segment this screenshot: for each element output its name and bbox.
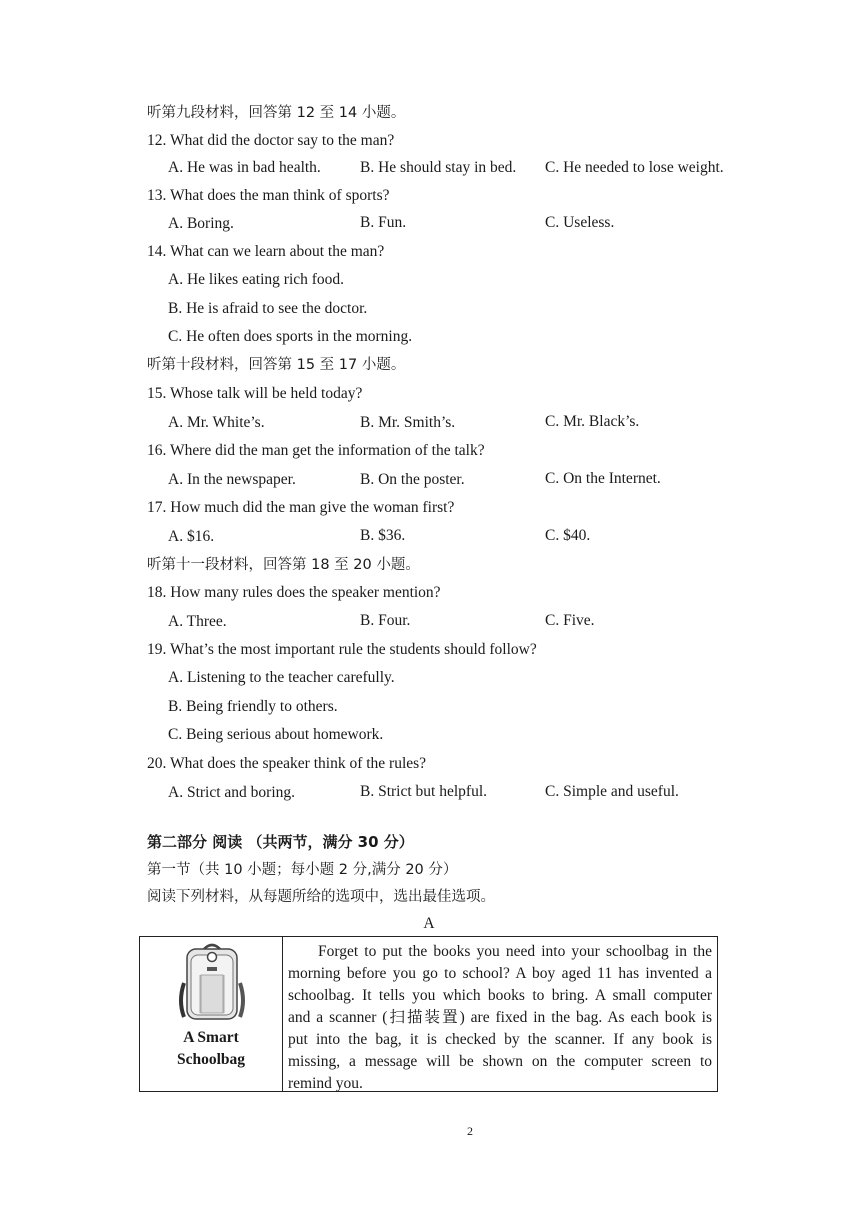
section-ten-header: 听第十段材料，回答第 15 至 17 小题。 (147, 357, 406, 373)
q13-option-a: A. Boring. (168, 215, 234, 232)
q18-option-b: B. Four. (360, 612, 411, 629)
part-two-title: 第二部分 阅读 （共两节，满分 30 分） (147, 833, 414, 851)
question-15: 15. Whose talk will be held today? (147, 385, 363, 402)
passage-line: put into the bag, it is checked by the scanner. If any book is (288, 1031, 712, 1048)
passage-line: remind you. (288, 1075, 363, 1092)
passage-line: schoolbag. It tells you which books to bring. A small computer (288, 987, 712, 1004)
passage-line: and a scanner (扫描装置) are fixed in the bag. As each book is (288, 1009, 712, 1026)
q20-option-b: B. Strict but helpful. (360, 783, 488, 800)
section-eleven-header: 听第十一段材料，回答第 18 至 20 小题。 (147, 557, 420, 573)
schoolbag-caption-line1: A Smart (183, 1029, 239, 1046)
passage-a-text (288, 941, 712, 1095)
q19-option-a: A. Listening to the teacher carefully. (168, 669, 395, 686)
q13-option-c: C. Useless. (545, 214, 615, 231)
q12-option-b: B. He should stay in bed. (360, 159, 517, 176)
q19-option-c: C. Being serious about homework. (168, 726, 384, 743)
q12-option-c: C. He needed to lose weight. (545, 159, 724, 176)
part-two-section-one: 第一节（共 10 小题；每小题 2 分,满分 20 分） (147, 862, 458, 878)
passage-line: missing, a message will be shown on the computer screen to (288, 1053, 712, 1070)
q19-option-b: B. Being friendly to others. (168, 698, 338, 715)
q15-option-b: B. Mr. Smith’s. (360, 414, 456, 431)
passage-label: A (423, 915, 435, 932)
q17-option-a: A. $16. (168, 528, 215, 545)
q17-option-c: C. $40. (545, 527, 591, 544)
question-12: 12. What did the doctor say to the man? (147, 132, 395, 149)
question-13: 13. What does the man think of sports? (147, 187, 390, 204)
q17-option-b: B. $36. (360, 527, 406, 544)
q20-option-c: C. Simple and useful. (545, 783, 679, 800)
q16-option-a: A. In the newspaper. (168, 471, 296, 488)
q20-option-a: A. Strict and boring. (168, 784, 295, 801)
question-19: 19. What’s the most important rule the students should follow? (147, 641, 537, 658)
passage-a-table (139, 936, 718, 1092)
q13-option-b: B. Fun. (360, 214, 407, 231)
question-18: 18. How many rules does the speaker mention? (147, 584, 441, 601)
q12-option-a: A. He was in bad health. (168, 159, 321, 176)
passage-line: Forget to put the books you need into your schoolbag in the (318, 943, 712, 960)
question-16: 16. Where did the man get the information of the talk? (147, 442, 485, 459)
question-20: 20. What does the speaker think of the rules? (147, 755, 427, 772)
q15-option-c: C. Mr. Black’s. (545, 413, 640, 430)
table-divider (282, 937, 283, 1091)
passage-line: morning before you go to school? A boy aged 11 has invented a (288, 965, 712, 982)
question-17: 17. How much did the man give the woman first? (147, 499, 455, 516)
schoolbag-image (174, 943, 250, 1021)
part-two-instruction: 阅读下列材料，从每题所给的选项中，选出最佳选项。 (147, 889, 495, 905)
q16-option-b: B. On the poster. (360, 471, 465, 488)
q18-option-c: C. Five. (545, 612, 595, 629)
q14-option-b: B. He is afraid to see the doctor. (168, 300, 368, 317)
q14-option-c: C. He often does sports in the morning. (168, 328, 413, 345)
schoolbag-caption-line2: Schoolbag (176, 1051, 246, 1068)
section-nine-header: 听第九段材料，回答第 12 至 14 小题。 (147, 105, 406, 121)
question-14: 14. What can we learn about the man? (147, 243, 385, 260)
q18-option-a: A. Three. (168, 613, 227, 630)
q14-option-a: A. He likes eating rich food. (168, 271, 345, 288)
q15-option-a: A. Mr. White’s. (168, 414, 265, 431)
q16-option-c: C. On the Internet. (545, 470, 661, 487)
page-number: 2 (467, 1124, 473, 1138)
